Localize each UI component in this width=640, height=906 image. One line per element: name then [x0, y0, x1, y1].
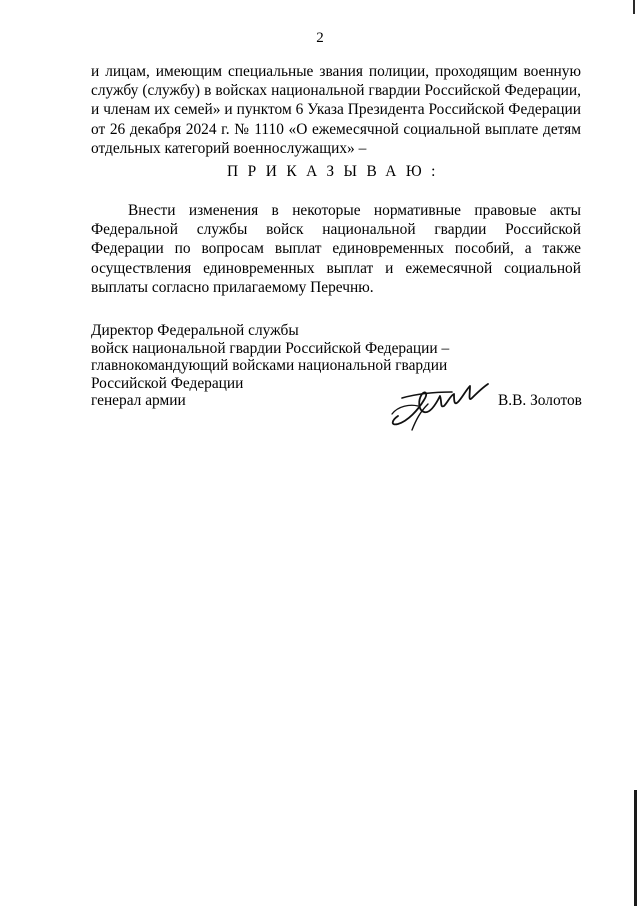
- signer-rank: генерал армии: [91, 392, 186, 410]
- order-heading: ПРИКАЗЫВАЮ:: [227, 163, 445, 180]
- intro-paragraph: и лицам, имеющим специальные звания полиции, проходящим военную службу (службу) в войсках национальной гвардии Российской Федерации, и членам их семей» и пунктом 6 Указа Президента Российской Федерации от 26 декабря 2024 г. № 1110 «О ежемесячной социальной выплате детям отдельных категорий военнослужащих» –: [91, 63, 581, 157]
- page-number: 2: [316, 30, 324, 46]
- signer-name: В.В. Золотов: [498, 392, 582, 409]
- handwritten-signature-icon: [384, 376, 494, 432]
- scan-edge-top: [633, 0, 635, 14]
- signer-position-line-4: Российской Федерации: [91, 374, 244, 392]
- decree-paragraph: Внести изменения в некоторые нормативные правовые акты Федеральной службы войск национальной гвардии Российской Федерации по вопросам выплат единовременных пособий, а также осуществления единовременных выплат и ежемесячной социальной выплаты согласно прилагаемому Перечню.: [91, 202, 581, 296]
- signer-position-line-1: Директор Федеральной службы: [91, 322, 299, 339]
- signer-position-line-3: главнокомандующий войсками национальной гвардии: [91, 357, 448, 375]
- scan-edge-bottom: [634, 790, 637, 906]
- signer-position-line-2: войск национальной гвардии Российской Федерации –: [91, 339, 450, 357]
